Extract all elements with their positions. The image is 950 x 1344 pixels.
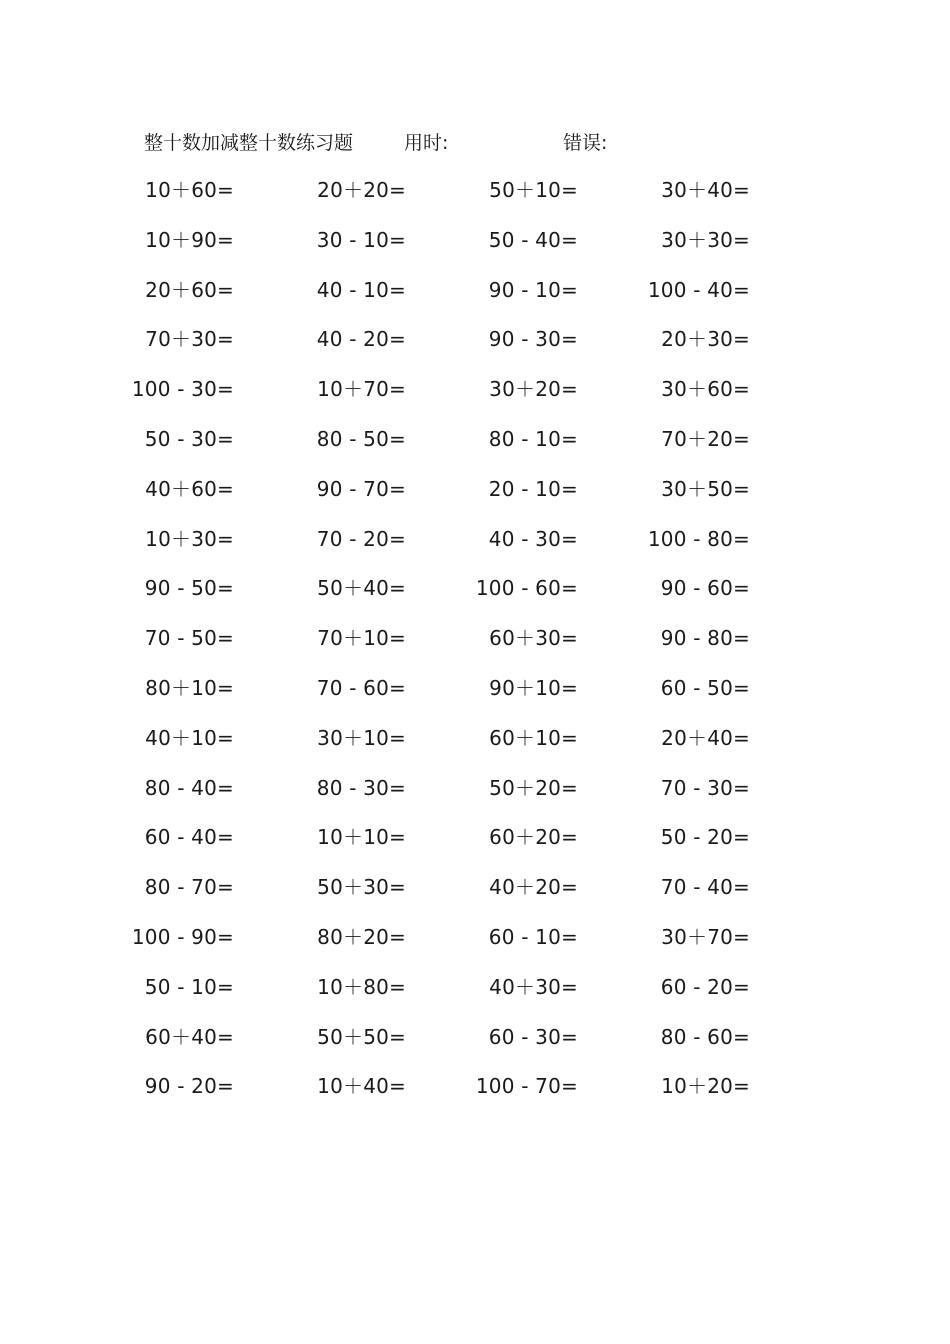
worksheet-header	[0, 128, 950, 158]
math-problem: 90 - 80=	[660, 626, 750, 651]
math-problem: 100 - 80=	[647, 526, 750, 551]
math-problem: 50 - 10=	[144, 974, 234, 999]
problem-grid	[0, 173, 950, 1119]
math-problem: 40 - 20=	[316, 327, 406, 352]
math-problem: 40 - 10=	[316, 277, 406, 302]
math-problem: 40＋30=	[489, 974, 578, 999]
math-problem: 10＋20=	[661, 1074, 750, 1099]
math-problem: 40＋60=	[145, 476, 234, 501]
math-problem: 70 - 50=	[144, 626, 234, 651]
math-problem: 90 - 70=	[316, 476, 406, 501]
math-problem: 10＋70=	[317, 377, 406, 402]
math-problem: 90 - 30=	[488, 327, 578, 352]
errors-label: 错误:	[563, 132, 608, 154]
math-problem: 10＋60=	[145, 178, 234, 202]
math-problem: 70 - 40=	[660, 875, 750, 900]
problem-row	[0, 920, 950, 970]
math-problem: 100 - 60=	[475, 576, 578, 601]
problem-row	[0, 571, 950, 621]
math-problem: 70 - 60=	[316, 675, 406, 700]
math-problem: 80 - 70=	[144, 875, 234, 900]
problem-row	[0, 422, 950, 472]
math-problem: 10＋10=	[317, 825, 406, 850]
math-problem: 70＋20=	[661, 426, 750, 451]
time-used-label: 用时:	[404, 132, 449, 154]
math-problem: 30＋50=	[661, 476, 750, 501]
math-problem: 20＋20=	[317, 178, 406, 202]
problem-row	[0, 522, 950, 572]
math-problem: 70＋10=	[317, 626, 406, 651]
math-problem: 70 - 20=	[316, 526, 406, 551]
math-problem: 20 - 10=	[488, 476, 578, 501]
math-problem: 80 - 10=	[488, 426, 578, 451]
math-problem: 60 - 20=	[660, 974, 750, 999]
math-problem: 90＋10=	[489, 675, 578, 700]
math-problem: 80 - 60=	[660, 1024, 750, 1049]
problem-row	[0, 322, 950, 372]
math-problem: 30＋10=	[317, 725, 406, 750]
math-problem: 50 - 40=	[488, 227, 578, 252]
math-problem: 60＋30=	[489, 626, 578, 651]
math-problem: 60 - 30=	[488, 1024, 578, 1049]
problem-row	[0, 173, 950, 223]
math-problem: 60 - 40=	[144, 825, 234, 850]
math-problem: 10＋30=	[145, 526, 234, 551]
math-problem: 30＋20=	[489, 377, 578, 402]
math-problem: 40 - 30=	[488, 526, 578, 551]
problem-row	[0, 472, 950, 522]
math-problem: 70＋30=	[145, 327, 234, 352]
worksheet-title: 整十数加减整十数练习题	[144, 132, 354, 154]
math-problem: 100 - 30=	[131, 377, 234, 402]
math-problem: 80 - 30=	[316, 775, 406, 800]
math-problem: 60 - 50=	[660, 675, 750, 700]
math-problem: 30＋70=	[661, 924, 750, 949]
problem-row	[0, 970, 950, 1020]
math-problem: 60＋20=	[489, 825, 578, 850]
math-problem: 30＋30=	[661, 227, 750, 252]
math-problem: 20＋30=	[661, 327, 750, 352]
math-problem: 50＋30=	[317, 875, 406, 900]
math-problem: 40＋20=	[489, 875, 578, 900]
problem-row	[0, 372, 950, 422]
problem-row	[0, 1069, 950, 1119]
math-problem: 60＋10=	[489, 725, 578, 750]
math-problem: 60＋40=	[145, 1024, 234, 1049]
math-problem: 20＋60=	[145, 277, 234, 302]
math-problem: 50＋20=	[489, 775, 578, 800]
math-problem: 50＋10=	[489, 178, 578, 202]
math-problem: 90 - 60=	[660, 576, 750, 601]
math-problem: 50 - 30=	[144, 426, 234, 451]
math-problem: 80 - 50=	[316, 426, 406, 451]
math-problem: 70 - 30=	[660, 775, 750, 800]
problem-row	[0, 273, 950, 323]
math-problem: 80＋10=	[145, 675, 234, 700]
math-problem: 50＋40=	[317, 576, 406, 601]
math-problem: 100 - 40=	[647, 277, 750, 302]
math-problem: 100 - 90=	[131, 924, 234, 949]
math-problem: 80 - 40=	[144, 775, 234, 800]
problem-row	[0, 621, 950, 671]
math-problem: 60 - 10=	[488, 924, 578, 949]
math-problem: 10＋80=	[317, 974, 406, 999]
problem-row	[0, 820, 950, 870]
math-problem: 80＋20=	[317, 924, 406, 949]
problem-row	[0, 870, 950, 920]
problem-row	[0, 1020, 950, 1070]
math-problem: 100 - 70=	[475, 1074, 578, 1099]
math-problem: 20＋40=	[661, 725, 750, 750]
math-problem: 30＋60=	[661, 377, 750, 402]
math-problem: 90 - 10=	[488, 277, 578, 302]
math-problem: 90 - 50=	[144, 576, 234, 601]
problem-row	[0, 721, 950, 771]
problem-row	[0, 671, 950, 721]
math-problem: 90 - 20=	[144, 1074, 234, 1099]
problem-row	[0, 223, 950, 273]
problem-row	[0, 771, 950, 821]
math-problem: 40＋10=	[145, 725, 234, 750]
math-problem: 50 - 20=	[660, 825, 750, 850]
math-problem: 10＋40=	[317, 1074, 406, 1099]
math-problem: 30 - 10=	[316, 227, 406, 252]
math-problem: 10＋90=	[145, 227, 234, 252]
math-problem: 30＋40=	[661, 178, 750, 202]
math-problem: 50＋50=	[317, 1024, 406, 1049]
